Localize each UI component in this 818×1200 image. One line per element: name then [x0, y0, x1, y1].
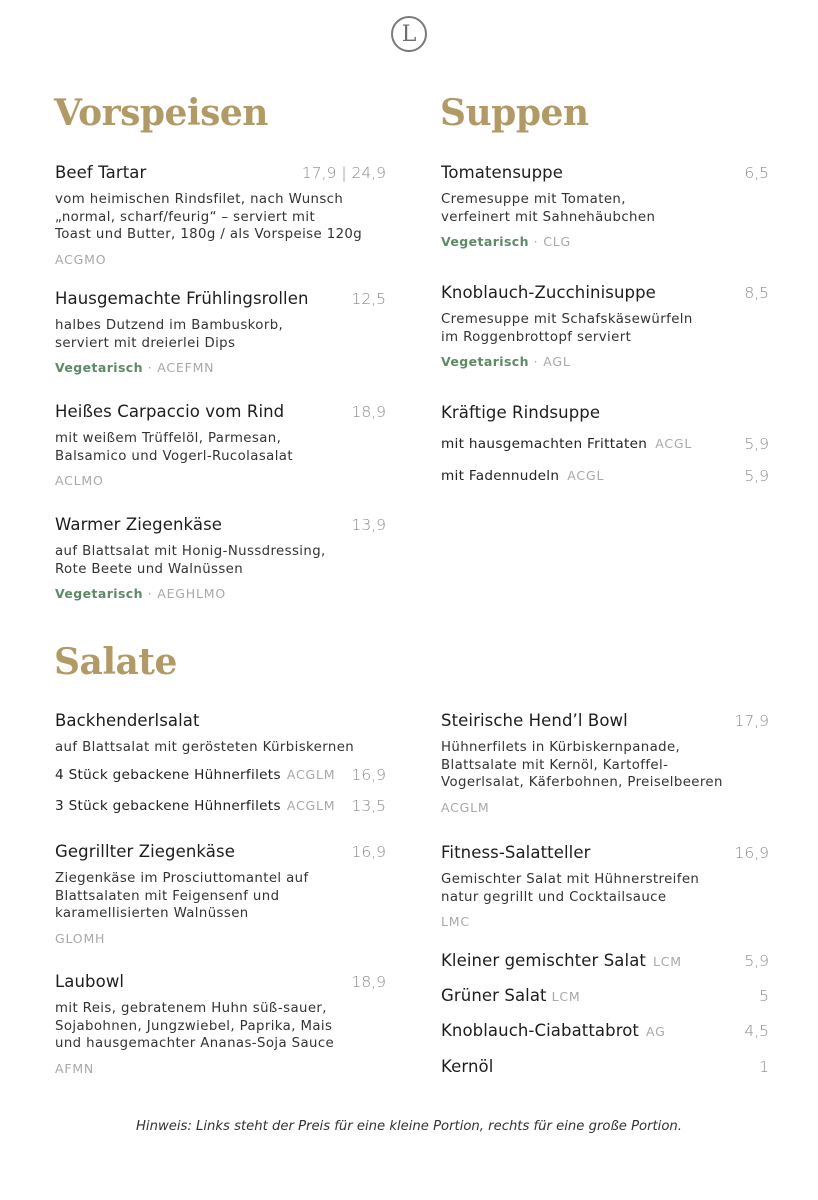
desc-line: halbes Dutzend im Bambuskorb, [55, 318, 284, 333]
item-price: 4,5 [744, 1022, 769, 1040]
item-price: 8,5 [744, 284, 769, 302]
item-price: 16,9 [351, 843, 386, 861]
desc-line: karamellisierten Walnüssen [55, 906, 249, 921]
allergen-codes: ACGL [567, 468, 605, 483]
desc-line: Rote Beete und Walnüssen [55, 561, 244, 577]
variant-price: 5,9 [744, 435, 769, 453]
item-meta: Vegetarisch · CLG [441, 234, 572, 249]
item-name: Kernöl [441, 1057, 494, 1076]
desc-line: im Roggenbrottopf serviert [441, 329, 632, 345]
vegetarian-tag: Vegetarisch [55, 360, 143, 375]
item-description [441, 871, 769, 906]
allergen-codes: ACGLM [286, 797, 336, 813]
item-meta [441, 800, 769, 816]
suppen-list [441, 162, 769, 486]
desc-line: und hausgemachter Ananas-Soja Sauce [55, 1036, 335, 1051]
item-description [55, 191, 386, 244]
allergen-codes: AFMN [55, 1060, 95, 1076]
vegetarian-tag: Vegetarisch [441, 354, 529, 369]
desc-line: vom heimischen Rindsfilet, nach Wunsch [55, 192, 344, 207]
portion-note: Hinweis: Links steht der Preis für eine kleine Portion, rechts für eine große Portion. [136, 1119, 682, 1134]
vorspeisen-list [55, 162, 386, 602]
variant-price: 13,5 [351, 796, 386, 815]
menu-item-laubowl [55, 971, 386, 1077]
item-name: Knoblauch-Zucchinisuppe [441, 283, 656, 302]
desc-line: Cremesuppe mit Schafskäsewürfeln [441, 312, 693, 327]
restaurant-logo: L [391, 16, 427, 52]
item-meta [55, 931, 386, 947]
item-name: Kräftige Rindsuppe [441, 403, 601, 422]
item-name: Heißes Carpaccio vom Rind [55, 402, 285, 421]
menu-item-knoblauch-zucchinisuppe [441, 282, 769, 402]
allergen-codes: AEGHLMO [157, 586, 226, 601]
item-name: Warmer Ziegenkäse [55, 515, 223, 534]
item-variant [441, 465, 769, 486]
menu-item-carpaccio [55, 401, 386, 514]
item-description [441, 311, 769, 346]
allergen-codes: LCM [551, 989, 581, 1004]
vegetarian-tag: Vegetarisch [55, 586, 143, 601]
desc-line: serviert mit dreierlei Dips [55, 335, 236, 351]
allergen-codes: ACLMO [55, 473, 104, 488]
desc-line: Blattsalaten mit Feigensenf und [55, 888, 280, 904]
menu-item-beef-tartar [55, 162, 386, 288]
item-name: Steirische Hend’l Bowl [441, 711, 628, 730]
desc-line: Ziegenkäse im Prosciuttomantel auf [55, 871, 309, 886]
allergen-codes: AG [646, 1024, 666, 1039]
section-title-salate: Salate [54, 641, 177, 683]
item-description [441, 191, 769, 226]
item-price: 18,9 [351, 403, 386, 421]
item-name: Kleiner gemischter Salat [441, 951, 646, 970]
allergen-codes: ACGLM [441, 799, 490, 815]
allergen-codes: AGL [543, 354, 571, 369]
variant-price: 5,9 [744, 467, 769, 485]
item-meta [441, 914, 769, 930]
item-meta: Vegetarisch · ACEFMN [55, 360, 215, 375]
item-name: Gegrillter Ziegenkäse [55, 842, 235, 861]
item-variant [55, 795, 386, 816]
item-description [55, 543, 386, 578]
desc-line: mit weißem Trüffelöl, Parmesan, [55, 431, 282, 446]
desc-line: mit Reis, gebratenem Huhn süß-sauer, [55, 1001, 327, 1016]
item-name: Beef Tartar [55, 163, 147, 182]
item-name: Hausgemachte Frühlingsrollen [55, 289, 309, 308]
item-price: 6,5 [744, 164, 769, 182]
variant-label: mit hausgemachten Frittaten [441, 436, 648, 452]
menu-item-gegrillter-ziegenkaese [55, 841, 386, 971]
menu-item-hendl-bowl [441, 710, 769, 842]
item-description [55, 430, 386, 465]
desc-line: Vogerlsalat, Käferbohnen, Preiselbeeren [441, 775, 723, 790]
desc-line: „normal, scharf/feurig“ – serviert mit [55, 209, 316, 225]
item-price: 12,5 [351, 290, 386, 308]
desc-line: Toast und Butter, 180g / als Vorspeise 120g [55, 227, 363, 242]
item-price: 13,9 [351, 516, 386, 534]
menu-item-fruehlingsrollen [55, 288, 386, 401]
variant-label: 4 Stück gebackene Hühnerfilets [55, 766, 281, 783]
desc-line: Sojabohnen, Jungzwiebel, Paprika, Mais [55, 1018, 333, 1034]
menu-item-tomatensuppe [441, 162, 769, 282]
item-price: 17,9 | 24,9 [301, 164, 386, 182]
item-meta [55, 473, 386, 489]
desc-line: auf Blattsalat mit gerösteten Kürbiskernen [55, 740, 355, 755]
salate-left-list [55, 710, 386, 1077]
item-meta [55, 1061, 386, 1077]
allergen-codes: ACGL [655, 436, 693, 451]
item-name: Tomatensuppe [441, 163, 563, 182]
desc-line: Gemischter Salat mit Hühnerstreifen [441, 872, 700, 887]
variant-label: mit Fadennudeln [441, 468, 560, 484]
desc-line: auf Blattsalat mit Honig-Nussdressing, [55, 544, 326, 559]
salate-right-list [441, 710, 769, 1078]
item-name: Backhenderlsalat [55, 711, 200, 730]
allergen-codes: LCM [652, 954, 682, 969]
item-description [55, 870, 386, 923]
item-variant [55, 764, 386, 795]
section-title-vorspeisen: Vorspeisen [54, 92, 268, 134]
desc-line: natur gegrillt und Cocktailsauce [441, 889, 667, 905]
item-description [55, 317, 386, 352]
item-name: Laubowl [55, 972, 125, 991]
menu-item-warmer-ziegenkaese [55, 514, 386, 602]
item-name: Knoblauch-Ciabattabrot [441, 1021, 639, 1040]
item-price: 18,9 [351, 973, 386, 991]
item-price: 17,9 [734, 712, 769, 730]
variant-price: 16,9 [351, 765, 386, 784]
item-description [55, 739, 386, 757]
item-price: 5,9 [744, 952, 769, 970]
desc-line: Balsamico und Vogerl-Rucolasalat [55, 448, 293, 464]
variant-label: 3 Stück gebackene Hühnerfilets [55, 797, 281, 814]
menu-item-fitness-salatteller [441, 842, 769, 950]
allergen-codes: ACGLM [286, 766, 336, 782]
item-meta: Vegetarisch · AGL [441, 354, 571, 369]
menu-item-rindsuppe [441, 402, 769, 486]
vegetarian-tag: Vegetarisch [441, 234, 529, 249]
section-title-suppen: Suppen [440, 92, 589, 134]
desc-line: Cremesuppe mit Tomaten, [441, 192, 626, 207]
item-price: 16,9 [734, 844, 769, 862]
allergen-codes: CLG [543, 234, 572, 249]
item-meta [55, 252, 386, 268]
menu-item-knoblauch-ciabattabrot [441, 1020, 769, 1056]
allergen-codes: ACEFMN [157, 360, 215, 375]
item-name: Grüner Salat [441, 986, 547, 1005]
menu-item-kleiner-gemischter-salat [441, 950, 769, 985]
allergen-codes: GLOMH [55, 930, 106, 946]
menu-item-kernoel [441, 1056, 769, 1078]
allergen-codes: ACGMO [55, 251, 107, 267]
item-name: Fitness-Salatteller [441, 843, 591, 862]
menu-item-gruener-salat [441, 985, 769, 1020]
allergen-codes: LMC [441, 914, 470, 929]
item-variant [441, 433, 769, 465]
item-price: 1 [759, 1058, 769, 1076]
menu-item-backhenderlsalat [55, 710, 386, 841]
item-price: 5 [759, 987, 769, 1005]
desc-line: Hühnerfilets in Kürbiskernpanade, [441, 740, 681, 755]
item-meta: Vegetarisch · AEGHLMO [55, 586, 226, 601]
item-description [441, 739, 769, 792]
desc-line: Blattsalate mit Kernöl, Kartoffel- [441, 757, 669, 773]
item-description [55, 1000, 386, 1053]
desc-line: verfeinert mit Sahnehäubchen [441, 209, 656, 225]
